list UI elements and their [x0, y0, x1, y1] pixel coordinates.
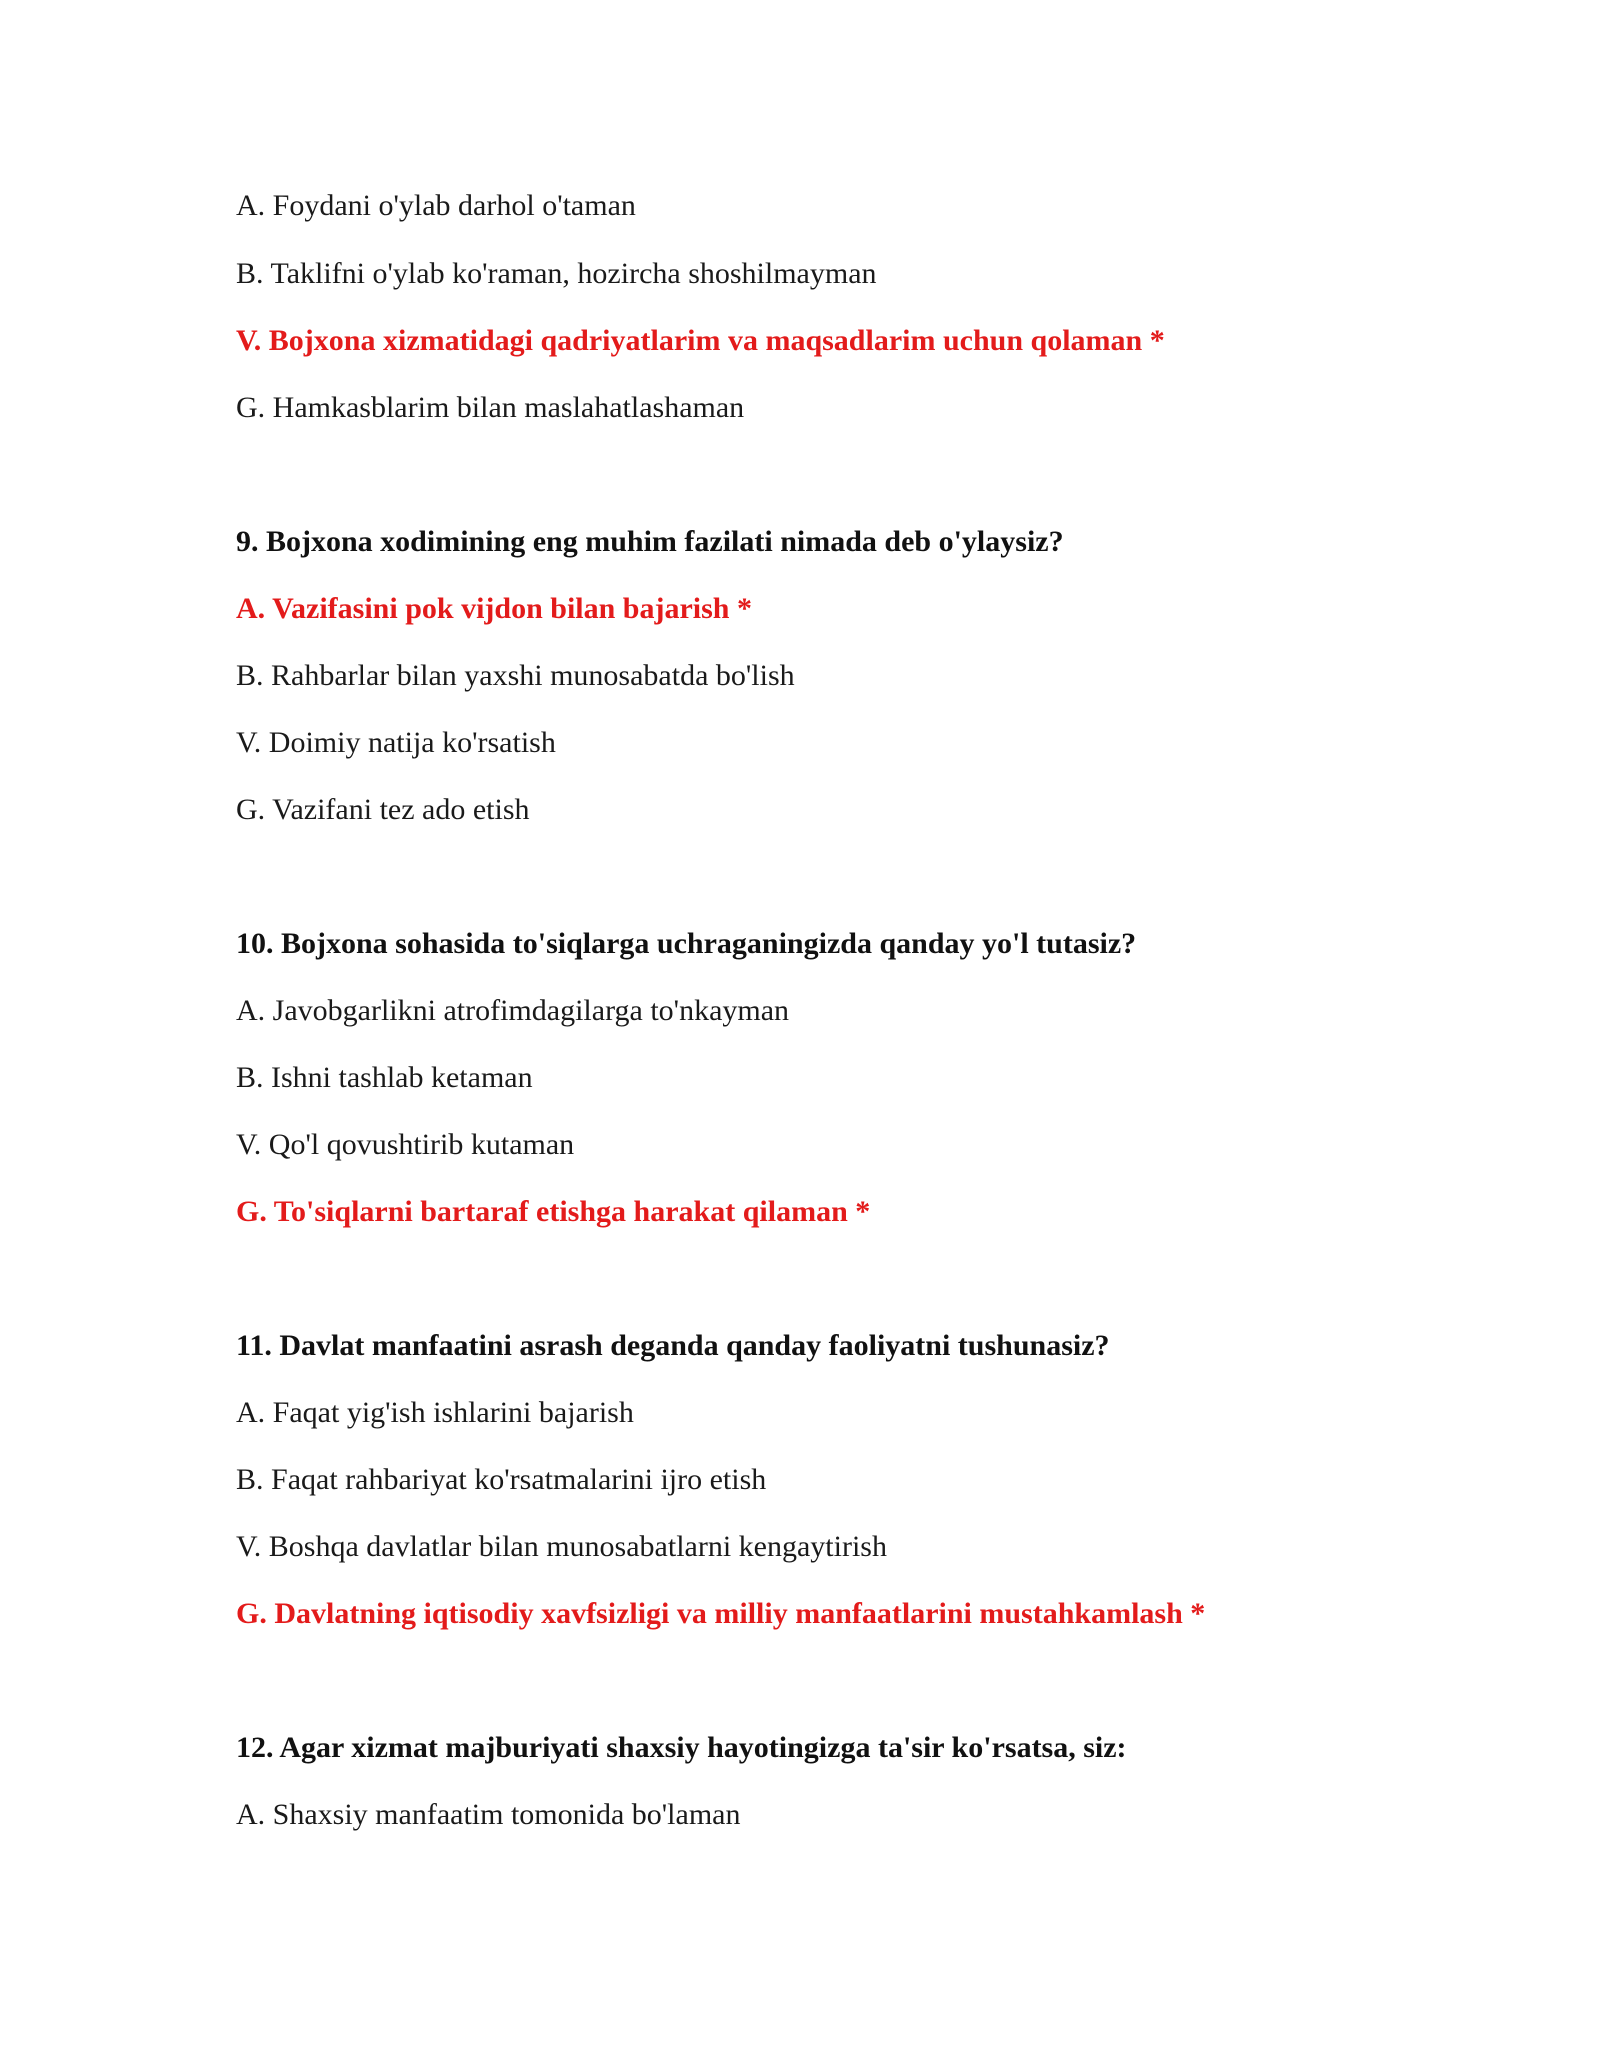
option-v: V. Doimiy natija ko'rsatish [236, 726, 556, 759]
option-a-correct: A. Vazifasini pok vijdon bilan bajarish * [236, 592, 752, 625]
question-12: 12. Agar xizmat majburiyati shaxsiy hayotingizga ta'sir ko'rsatsa, siz: [236, 1731, 1127, 1764]
question-11: 11. Davlat manfaatini asrash deganda qanday faoliyatni tushunasiz? [236, 1329, 1110, 1362]
option-v: V. Boshqa davlatlar bilan munosabatlarni kengaytirish [236, 1530, 887, 1563]
option-g: G. Vazifani tez ado etish [236, 793, 530, 826]
option-a: A. Foydani o'ylab darhol o'taman [236, 189, 636, 222]
option-b: B. Ishni tashlab ketaman [236, 1061, 533, 1094]
question-10: 10. Bojxona sohasida to'siqlarga uchraganingizda qanday yo'l tutasiz? [236, 927, 1137, 960]
option-b: B. Taklifni o'ylab ko'raman, hozircha shoshilmayman [236, 257, 877, 290]
option-b: B. Faqat rahbariyat ko'rsatmalarini ijro etish [236, 1463, 767, 1496]
option-a: A. Faqat yig'ish ishlarini bajarish [236, 1396, 634, 1429]
option-g-correct: G. To'siqlarni bartaraf etishga harakat qilaman * [236, 1195, 871, 1228]
option-a: A. Shaxsiy manfaatim tomonida bo'laman [236, 1798, 741, 1831]
question-9: 9. Bojxona xodimining eng muhim fazilati nimada deb o'ylaysiz? [236, 525, 1064, 558]
option-g-correct: G. Davlatning iqtisodiy xavfsizligi va milliy manfaatlarini mustahkamlash * [236, 1597, 1206, 1630]
option-b: B. Rahbarlar bilan yaxshi munosabatda bo'lish [236, 659, 795, 692]
option-v-correct: V. Bojxona xizmatidagi qadriyatlarim va maqsadlarim uchun qolaman * [236, 324, 1165, 357]
option-v: V. Qo'l qovushtirib kutaman [236, 1128, 575, 1161]
option-g: G. Hamkasblarim bilan maslahatlashaman [236, 391, 745, 424]
option-a: A. Javobgarlikni atrofimdagilarga to'nkayman [236, 994, 790, 1027]
